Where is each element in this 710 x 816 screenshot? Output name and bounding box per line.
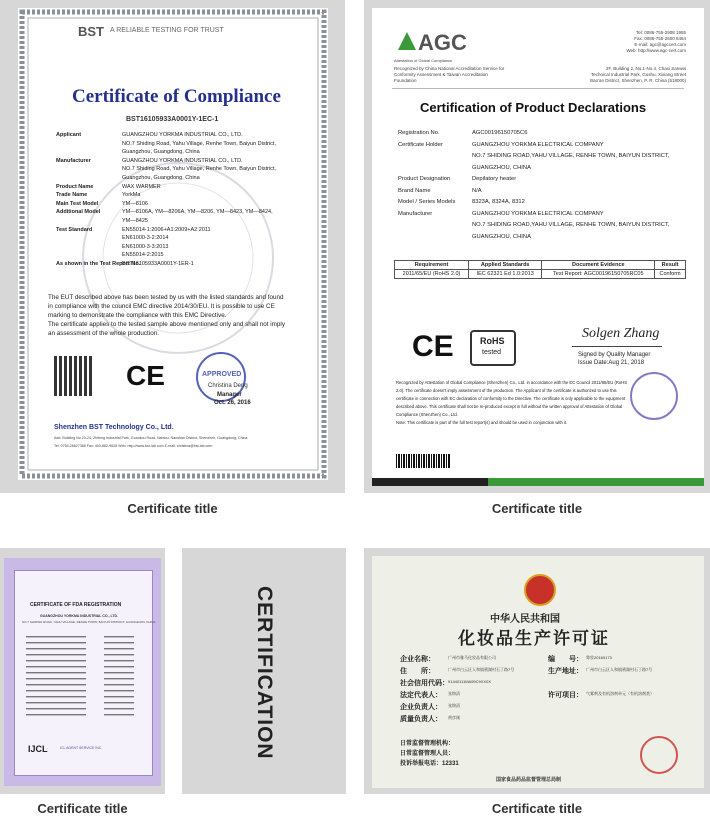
- bst-title: Certificate of Compliance: [72, 86, 281, 107]
- national-emblem: [524, 574, 556, 606]
- field-label: Product Name: [56, 183, 94, 190]
- cn-field-value: 广州市雅马化妆品有限公司: [448, 655, 496, 660]
- field-value: Guangzhou, Guangdong, China: [122, 175, 200, 181]
- table-cell: 2011/65/EU (RoHS 2.0): [395, 270, 469, 279]
- fda-list-line: [26, 708, 86, 709]
- table-header-cell: Requirement: [395, 261, 469, 270]
- fda-list-line: [104, 660, 134, 661]
- bst-company: Shenzhen BST Technology Co., Ltd.: [54, 424, 174, 431]
- cn-field-label: 法定代表人：: [400, 692, 442, 699]
- fda-list-line: [26, 636, 86, 637]
- field-value: GUANGZHOU YORKMA INDUSTRIAL CO., LTD.: [122, 157, 243, 164]
- rohs-label: RoHS: [480, 336, 505, 346]
- field-value: EN61000-3-3:2013: [122, 243, 169, 250]
- field-value: NO.7 Shiding Road, Yahu Village, Renhe Town, Baiyun District,: [122, 140, 276, 147]
- agc-accred-3: Foundation: [394, 78, 417, 83]
- note-line: certificate in connection with EC declaration of conformity to the Directive. The certificate is only applicable to the equipment: [396, 396, 626, 401]
- table-cell: Conform: [655, 270, 686, 279]
- cn-field-label: 企业负责人：: [400, 704, 442, 711]
- fda-list-line: [26, 654, 86, 655]
- fda-list-line: [104, 636, 134, 637]
- fda-list-line: [26, 666, 86, 667]
- field-value: WAX WARMER: [122, 183, 161, 190]
- field-value: EN61000-3-2:2014: [122, 235, 169, 242]
- cn-issuer: 国家食品药品监督管理总局制: [496, 777, 562, 783]
- field-value: AGC00196150705C6: [472, 130, 528, 136]
- table-header-cell: Applied Standards: [469, 261, 542, 270]
- field-label: Applicant: [56, 132, 82, 138]
- field-value: YM—8425: [122, 218, 148, 224]
- field-label: Trade Name: [56, 192, 88, 199]
- agc-seal: [630, 372, 678, 420]
- field-value: NO.7 SHIDING ROAD,YAHU VILLAGE, RENHE TOWN, BAIYUN DISTRICT,: [472, 222, 670, 228]
- issue-date: Oct. 26, 2016: [214, 400, 251, 406]
- field-value: N/A: [472, 187, 482, 194]
- field-label: Registration No.: [398, 130, 440, 136]
- field-label: Model / Series Models: [398, 199, 456, 205]
- cn-field-value: 粤妆20160173: [586, 655, 612, 660]
- agc-accred-1: Recognized by China National Accreditation Service for: [394, 66, 505, 71]
- bst-slogan: A RELIABLE TESTING FOR TRUST: [110, 27, 224, 34]
- field-label: Additional Model: [56, 209, 101, 216]
- signed-by: Signed by Quality Manager: [578, 352, 651, 358]
- table-cell: IEC 62321 Ed 1.0:2013: [469, 270, 542, 279]
- body-line: The EUT described above has been tested by us with the listed standards and found: [48, 294, 284, 301]
- signature-line: [572, 346, 662, 347]
- fda-list-line: [104, 690, 134, 691]
- cn-field-value: 广州市白云区人和镇鸦湖村石丁路7号: [448, 667, 515, 672]
- ce-mark: CE: [412, 330, 454, 363]
- banner-text: CERTIFICATION: [253, 586, 276, 760]
- body-line: in compliance with the council EMC directive 2014/30/EU. It is possible to use CE: [48, 303, 275, 310]
- field-value: EN55014-2:2015: [122, 252, 164, 259]
- agc-divider: [392, 88, 684, 89]
- agc-contact-1: Tel: 0086-755-2908 1955: [635, 30, 686, 35]
- field-value: YM—8106A, YM—8206A, YM—8206, YM—8423, YM—8424,: [122, 209, 273, 216]
- field-value: GUANGZHOU YORKMA ELECTRICAL COMPANY: [472, 141, 604, 148]
- agc-accred-2: Conformity Assessment & Taiwan Accreditation: [394, 72, 488, 77]
- fda-list-line: [26, 696, 86, 697]
- fda-list-line: [26, 672, 86, 673]
- agc-certificate: [372, 8, 704, 486]
- bst-number: BST16105933A0001Y-1EC-1: [126, 116, 219, 123]
- bst-certificate-tile: [0, 0, 345, 493]
- agc-bottom-bar: [372, 478, 704, 486]
- note-line: 2.0). The certificate doesn't imply assessment of the production. The Applicant of the certificate is authorized to use this: [396, 388, 617, 393]
- field-value: Depilatory heater: [472, 176, 517, 182]
- cn-field-value: 91440111MA59C9XX0X: [448, 679, 491, 684]
- bst-logo: BST: [78, 24, 104, 39]
- fda-footer: ICL AGENT SERVICE INC.: [60, 746, 103, 750]
- field-value: YM—8106: [122, 200, 148, 207]
- cn-field-label: 编 号：: [548, 656, 583, 663]
- field-label: Main Test Model: [56, 200, 99, 207]
- fda-address: NO.7 SHIDING ROAD, YAHU VILLAGE, RENHE TOWN, BAIYUN DISTRICT, GUANGZHOU CHINA: [22, 620, 156, 624]
- fda-certificate-tile: [0, 548, 165, 794]
- cn-field-value: 气雾剂及有机溶剂单元（有机溶剂类）: [586, 691, 654, 696]
- cn-field-label: 企业名称：: [400, 656, 435, 663]
- fda-list-line: [26, 678, 86, 679]
- barcode: [396, 454, 450, 468]
- fda-list-line: [26, 642, 86, 643]
- agc-logo-mark: [398, 32, 416, 50]
- evidence-table-header: [395, 261, 686, 270]
- caption-top-right: Certificate title: [491, 501, 583, 516]
- fda-list-line: [104, 708, 134, 709]
- field-label: Manufacturer: [398, 210, 433, 217]
- cn-bottom-label: 日常监督管理机构：: [400, 741, 455, 747]
- caption-bottom-left: Certificate title: [37, 801, 128, 816]
- fda-list-line: [26, 714, 86, 715]
- field-label: Certificate Holder: [398, 141, 443, 148]
- agc-logo: AGC: [418, 30, 467, 55]
- field-label: Manufacturer: [56, 157, 91, 164]
- table-cell: Test Report: AGC00196150705RC05: [542, 270, 655, 279]
- field-label: Brand Name: [398, 187, 431, 194]
- field-value: 8323A, 8324A, 8312: [472, 199, 525, 205]
- evidence-table: [394, 260, 686, 279]
- stamp-text: APPROVED: [202, 371, 242, 378]
- agc-contact-4: Web: http://www.agc-cert.com: [626, 48, 686, 53]
- fda-list-line: [26, 702, 86, 703]
- fda-list-line: [104, 714, 134, 715]
- certification-banner: [182, 548, 346, 794]
- ce-mark: CE: [126, 360, 165, 391]
- cn-license-tile: [364, 548, 710, 794]
- signer-name: Christina Deng: [208, 383, 248, 389]
- agc-address-2: Technical Industrial Park, Gushu, Xixiang Street: [590, 72, 686, 77]
- field-value: NO.7 SHIDING ROAD,YAHU VILLAGE, RENHE TOWN, BAIYUN DISTRICT,: [472, 153, 670, 159]
- cn-bottom-label: 投诉举报电话：12331: [400, 761, 459, 767]
- note-line: Compliance (Shenzhen) Co., Ltd.: [396, 412, 458, 417]
- bst-address: Add: Building No.23-24, Zhifeng Industrial Park, Guankou Road, Nantou, Nanshan District, Shenzhen, Guangdong, China: [54, 436, 248, 440]
- field-value: EN55014-1:2006+A1:2009+A2:2011: [122, 226, 211, 233]
- field-label: Product Designation: [398, 176, 451, 182]
- agc-contact-2: Fax: 0086-755-2600 8484: [634, 36, 686, 41]
- cn-title-1: 中华人民共和国: [490, 614, 560, 625]
- cn-title-2: 化妆品生产许可证: [458, 629, 610, 648]
- note-line: described above. This certificate shall not be re-produced except in full without the written approval of Attestation of Global: [396, 404, 623, 409]
- body-line: an assessment of the whole production.: [48, 330, 159, 337]
- caption-top-left: Certificate title: [127, 501, 218, 516]
- fda-list-line: [104, 678, 134, 679]
- bst-contact: Tel: 0755-26627366 Fax: 400-882-9628 Web: http://www.bst-lab.com E-mail: christina@bst-lab.com: [54, 444, 213, 448]
- fda-list-line: [104, 684, 134, 685]
- body-line: marking to demonstrate the compliance with this EMC Directive.: [48, 312, 227, 319]
- agc-certificate-tile: [364, 0, 710, 493]
- field-value: YorkMa: [122, 192, 141, 199]
- cn-license: [372, 556, 704, 788]
- fda-list-line: [26, 690, 86, 691]
- cn-field-label: 质量负责人：: [400, 716, 442, 723]
- fda-title: CERTIFICATE OF FDA REGISTRATION: [30, 602, 122, 608]
- fda-certificate: [4, 558, 161, 786]
- fda-list-line: [104, 648, 134, 649]
- agc-logo-sub: Attestation of Global Compliance: [394, 58, 453, 63]
- agc-contact-3: E-mail: agc@agccert.com: [634, 42, 686, 47]
- signature: Solgen Zhang: [582, 326, 660, 341]
- cn-field-value: 广州市白云区人和镇鸦湖村石丁路7号: [586, 667, 653, 672]
- fda-list-line: [104, 666, 134, 667]
- field-value: Guangzhou, Guangdong, China: [122, 149, 200, 156]
- table-header-cell: Document Evidence: [542, 261, 655, 270]
- fda-list-line: [26, 648, 86, 649]
- cn-field-label: 社会信用代码：: [400, 680, 449, 687]
- cn-field-label: 许可项目：: [548, 692, 583, 699]
- cn-bottom-label: 日常监督管理人员：: [400, 751, 455, 757]
- red-seal: [640, 736, 678, 774]
- note-line: Recognized by Attestation of Global Compliance (Shenzhen) Co., Ltd. in accordance with the EC Council 2011/65/EU (RoHS: [396, 380, 628, 385]
- field-value: GUANGZHOU, CHINA: [472, 164, 531, 171]
- field-value: NO.7 Shiding Road, Yahu Village, Renhe Town, Baiyun District,: [122, 166, 276, 173]
- fda-list-line: [104, 654, 134, 655]
- cn-field-label: 住 所：: [400, 668, 435, 675]
- field-value: GUANGZHOU, CHINA: [472, 233, 531, 240]
- field-value: GUANGZHOU YORKMA INDUSTRIAL CO., LTD.: [122, 132, 243, 138]
- fda-logo: IJCL: [28, 744, 48, 754]
- caption-bottom-right: Certificate title: [491, 801, 583, 816]
- rohs-badge: [470, 330, 516, 366]
- cn-field-value: 张锦清: [448, 703, 460, 708]
- bst-certificate: [18, 8, 328, 480]
- field-label: Test Standard: [56, 226, 93, 233]
- fda-list-line: [26, 684, 86, 685]
- field-value: GUANGZHOU YORKMA ELECTRICAL COMPANY: [472, 210, 604, 217]
- signer-role: Manager: [217, 392, 242, 398]
- fda-list-line: [104, 642, 134, 643]
- cn-field-label: 生产地址：: [548, 668, 583, 675]
- field-value: BST16105933A0001Y-1ER-1: [122, 261, 194, 267]
- qr-code: [54, 356, 94, 396]
- note-line: Note: This certificate is part of the full test report(s) and should be used in conjunction with it.: [396, 420, 568, 425]
- body-line: The certificate applies to the tested sample above mentioned only and shall not imply: [48, 321, 285, 328]
- evidence-table-row: [395, 270, 686, 279]
- certificate-border: [18, 8, 328, 480]
- agc-address-3: Bao'an District, Shenzhen, P. R. China (518000): [590, 78, 686, 83]
- cn-field-value: 黄彦刚: [448, 715, 460, 720]
- table-header-cell: Result: [655, 261, 686, 270]
- agc-title: Certification of Product Declarations: [420, 100, 647, 115]
- field-label: As shown in the Test Report No.: [56, 261, 141, 267]
- fda-list-line: [26, 660, 86, 661]
- rohs-sub: tested: [482, 349, 502, 356]
- issue-date: Issue Date:Aug 21, 2018: [578, 360, 645, 366]
- cn-field-value: 张锦清: [448, 691, 460, 696]
- agc-address-1: 2F, Building 2, No.1-No.4, Chaxi Sanwei: [605, 66, 686, 71]
- fda-list-line: [104, 672, 134, 673]
- fda-list-line: [104, 696, 134, 697]
- fda-list-line: [104, 702, 134, 703]
- fda-company: GUANGZHOU YORKMA INDUSTRIAL CO., LTD.: [40, 614, 119, 618]
